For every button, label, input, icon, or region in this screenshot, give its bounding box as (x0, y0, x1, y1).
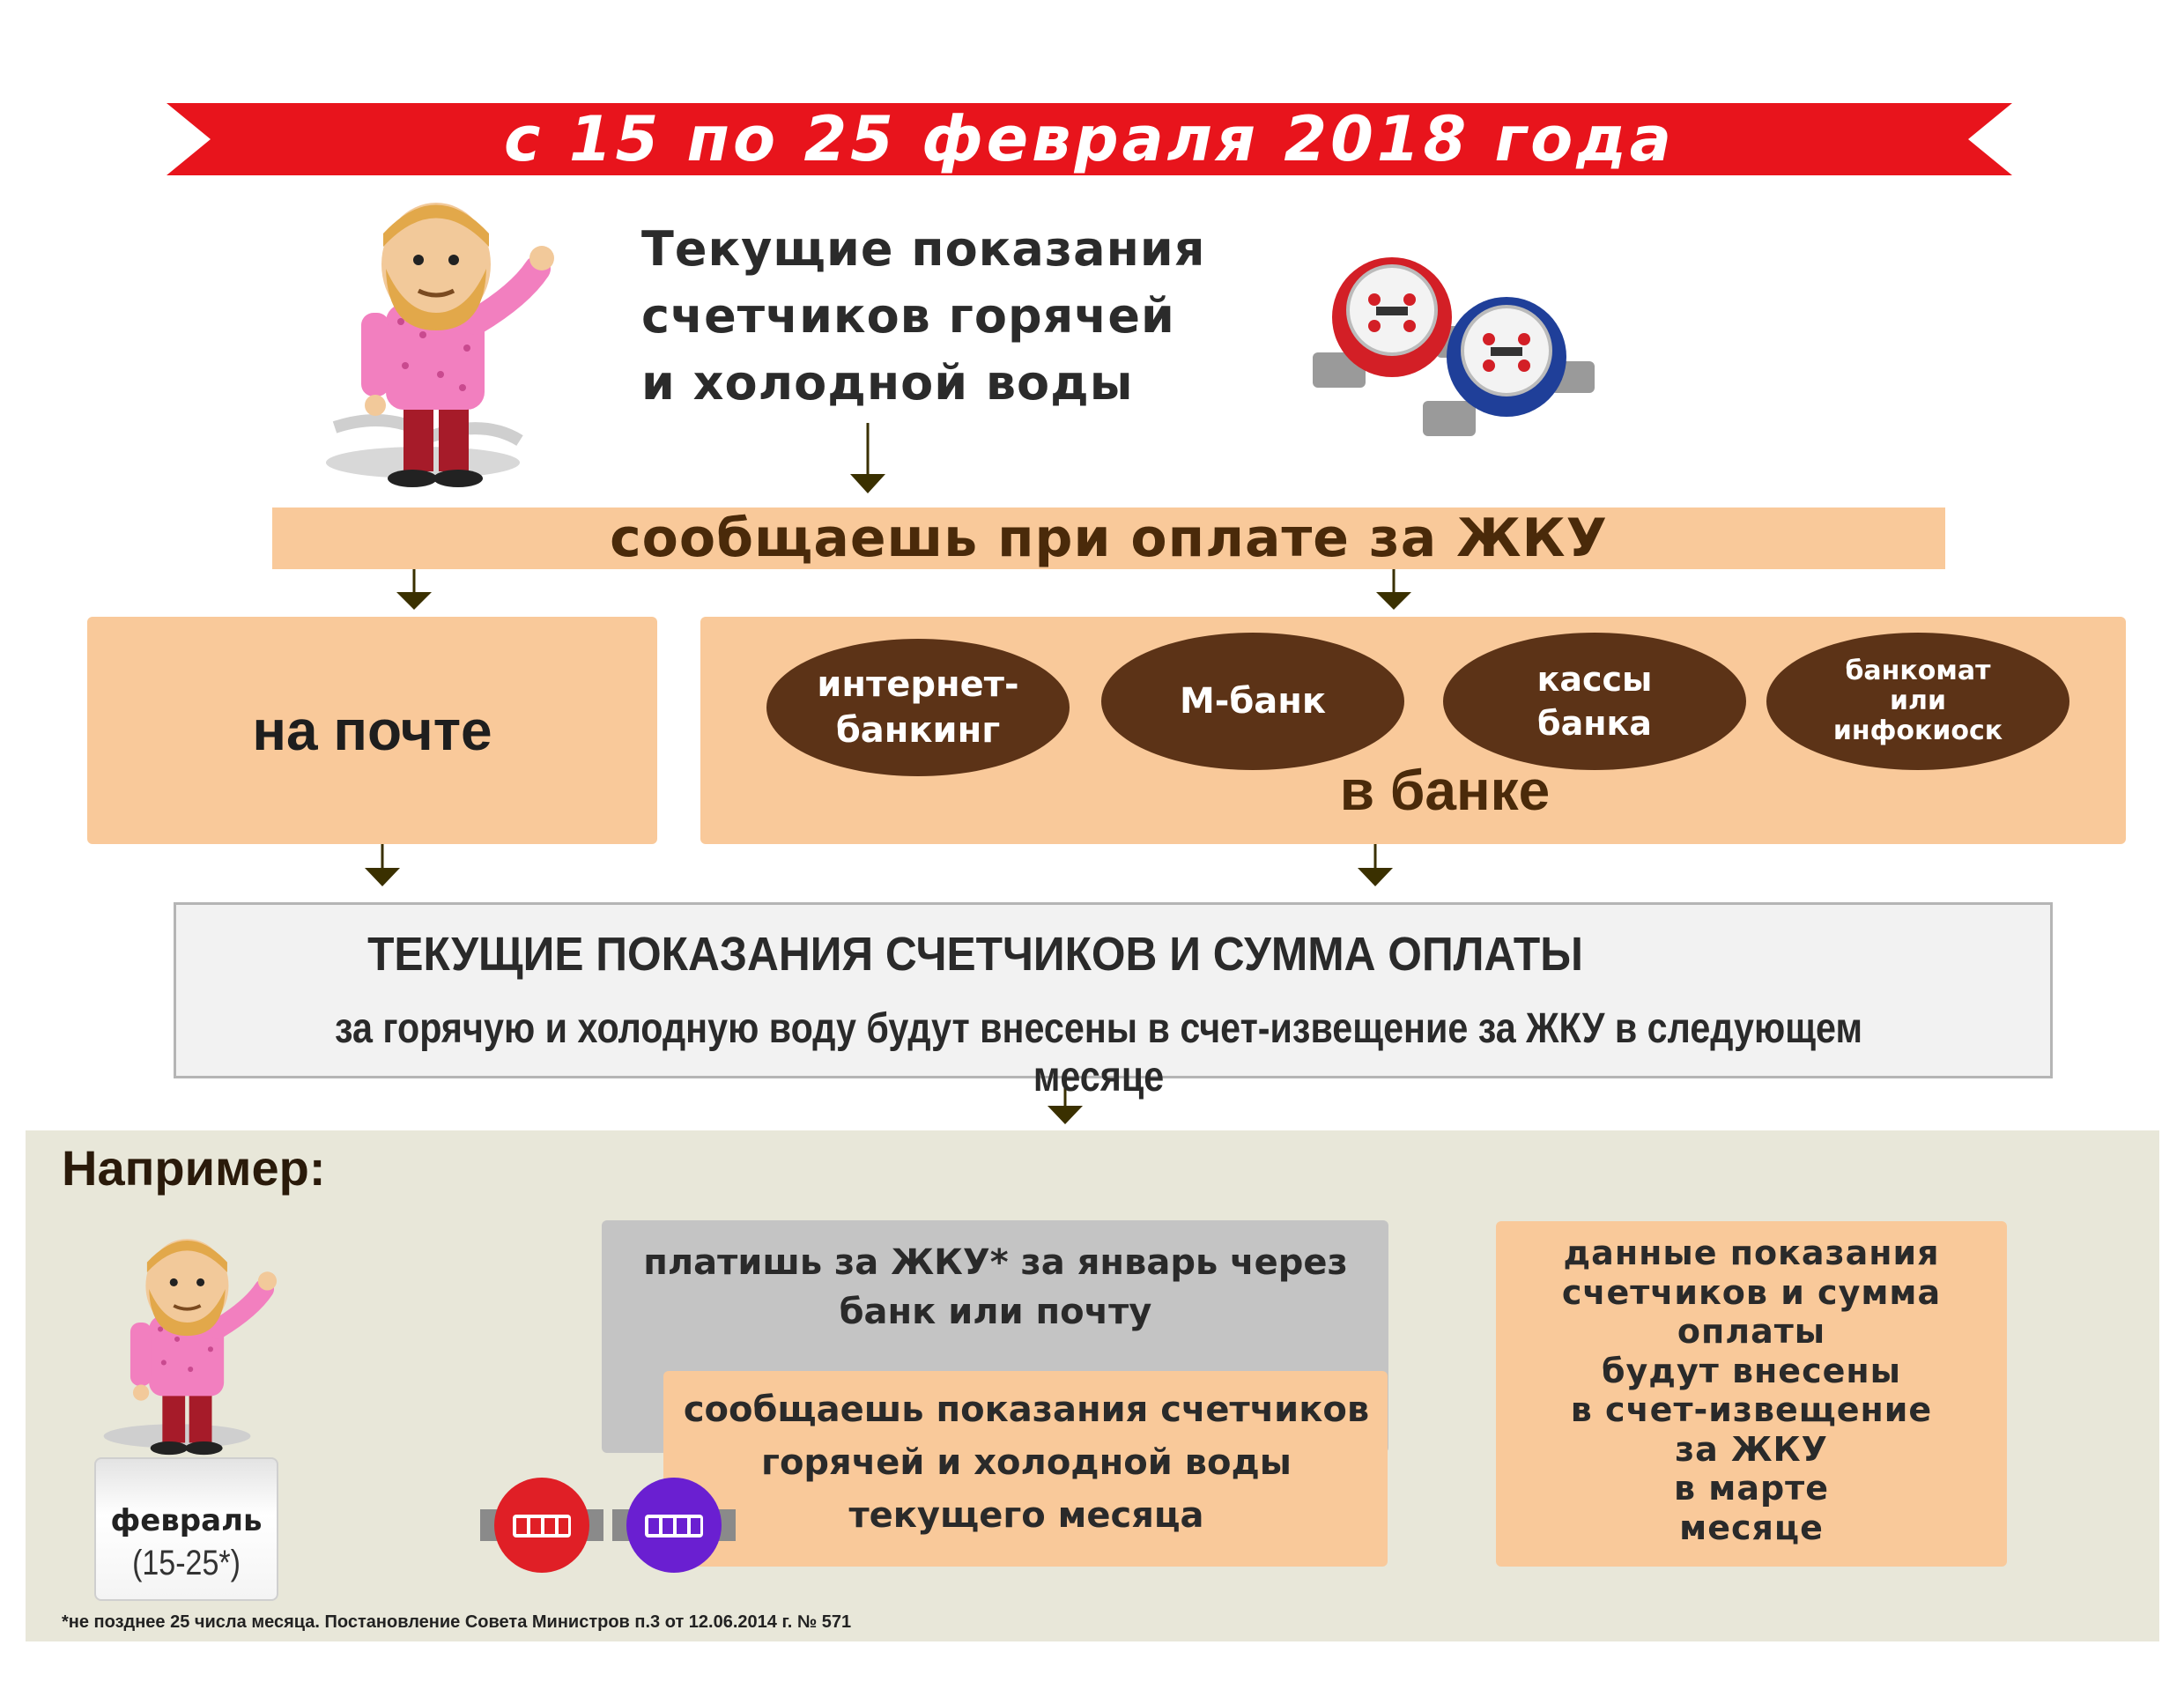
result-subtitle: за горячую и холодную воду будут внесены в счет-извещение за ЖКУ в следующем месяце (334, 1005, 1862, 1100)
example-title: Например: (62, 1140, 326, 1196)
outcome-line: месяце (1679, 1508, 1824, 1547)
pay-bar: сообщаешь при оплате за ЖКУ (272, 508, 1945, 569)
hot-meter-icon (480, 1478, 603, 1573)
title-line: счетчиков горячей (641, 288, 1175, 344)
outcome-line: счетчиков и сумма (1561, 1272, 1942, 1312)
atm-kiosk-oval (1766, 633, 2069, 770)
man-small-illustration (97, 1229, 291, 1463)
pay-example-text (608, 1238, 1383, 1337)
example-date-range: (15-25*) (132, 1544, 241, 1582)
oval-line: М-банк (1179, 681, 1327, 722)
title-line: и холодной воды (641, 355, 1134, 411)
oval-line: инфокиоск (1832, 715, 2003, 746)
outcome-line: оплаты (1677, 1312, 1826, 1351)
pay-line: банк или почту (839, 1292, 1152, 1332)
meter-icons (476, 1474, 740, 1580)
outcome-line: в счет-извещение (1570, 1390, 1933, 1429)
bank-cash-desk-oval (1443, 633, 1746, 770)
footnote: *не позднее 25 числа месяца. Постановление Совета Министров п.3 от 12.06.2014 г. № 571 (62, 1612, 852, 1632)
oval-line: кассы (1536, 660, 1653, 699)
m-bank-oval (1101, 633, 1404, 770)
cold-meter-icon (612, 1478, 736, 1573)
outcome-line: за ЖКУ (1675, 1429, 1828, 1469)
report-line: текущего месяца (848, 1495, 1204, 1536)
banner-text: с 15 по 25 февраля 2018 года (503, 103, 1676, 175)
report-readings-text (670, 1383, 1383, 1542)
example-month: февраль (110, 1503, 263, 1538)
oval-line: банкомат (1845, 656, 1991, 686)
oval-line: интернет- (817, 664, 1019, 705)
pay-line: платишь за ЖКУ* за январь через (643, 1242, 1348, 1283)
outcome-line: будут внесены (1601, 1351, 1901, 1390)
internet-banking-oval (766, 639, 1070, 776)
oval-line: банка (1537, 704, 1652, 743)
result-title: ТЕКУЩИЕ ПОКАЗАНИЯ СЧЕТЧИКОВ И СУММА ОПЛАТЫ (367, 928, 1583, 981)
outcome-line: в марте (1674, 1469, 1829, 1508)
bank-label: в банке (1339, 759, 1551, 822)
report-line: горячей и холодной воды (761, 1442, 1292, 1483)
oval-line: банкинг (835, 710, 1001, 751)
report-line: сообщаешь показания счетчиков (683, 1389, 1370, 1430)
outcome-line: данные показания (1563, 1234, 1940, 1272)
post-office-box: на почте (87, 617, 657, 844)
oval-line: или (1889, 685, 1946, 716)
outcome-text (1498, 1234, 2005, 1547)
title-line: Текущие показания (641, 221, 1206, 277)
